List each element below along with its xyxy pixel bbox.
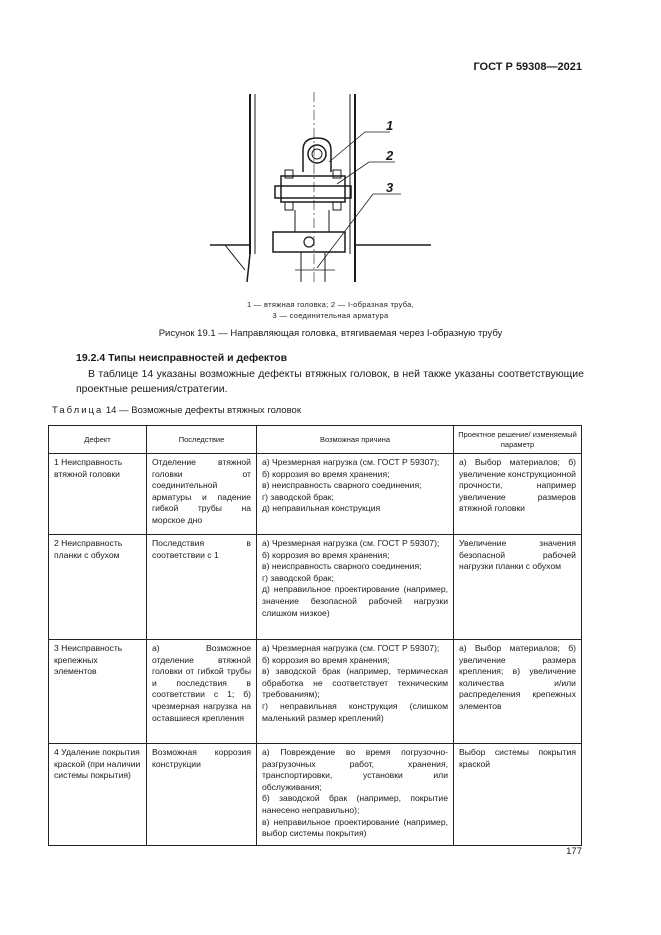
cause-line: б) коррозия во время хранения;: [262, 549, 390, 560]
table-row: [49, 454, 582, 535]
standard-header: ГОСТ Р 59308—2021: [473, 61, 582, 73]
cause-line: а) Повреждение во время погрузочно-разгрузочных работ, хранения, транспортировки, установки или обслуживания;: [262, 747, 448, 792]
cell-causes: [257, 640, 454, 744]
table-header-row: [49, 426, 582, 454]
cell-solution: а) Выбор материалов; б) увеличение конструкционной прочности, например увеличение размеров втяжной головки: [454, 454, 582, 535]
cause-line: б) коррозия во время хранения;: [262, 654, 390, 665]
table-caption: [52, 405, 301, 416]
cause-line: а) Чрезмерная нагрузка (см. ГОСТ Р 59307);: [262, 457, 440, 467]
cause-line: в) неисправность сварного соединения;: [262, 561, 422, 572]
cause-line: в) заводской брак (например, термическая обработка не соответствует техническим требованиям);: [262, 666, 448, 700]
cause-line: д) неправильное проектирование (например, значение безопасной рабочей нагрузки слишком низкое): [262, 584, 448, 618]
cell-causes: [257, 454, 454, 535]
cell-consequence: а) Возможное отделение втяжной головки от гибкой трубы и последствия в соответствии с 1; б) чрезмерная нагрузка на оставшиеся крепления: [147, 640, 257, 744]
cell-defect: 2 Неисправность планки с обухом: [49, 535, 147, 640]
callout-3: 3: [386, 180, 394, 195]
header-solution: Проектное решение/ изменяемый параметр: [454, 426, 582, 454]
cause-line: а) Чрезмерная нагрузка (см. ГОСТ Р 59307);: [262, 643, 440, 653]
defects-table: [48, 425, 582, 846]
table-row: [49, 535, 582, 640]
cell-causes: [257, 744, 454, 846]
cell-consequence: Возможная коррозия конструкции: [147, 744, 257, 846]
cell-defect: 1 Неисправность втяжной головки: [49, 454, 147, 535]
table-caption-text: 14 — Возможные дефекты втяжных головок: [103, 405, 301, 416]
cell-solution: Выбор системы покрытия краской: [454, 744, 582, 846]
section-heading: 19.2.4 Типы неисправностей и дефектов: [76, 352, 288, 364]
cause-line: а) Чрезмерная нагрузка (см. ГОСТ Р 59307);: [262, 538, 440, 548]
table-row: [49, 640, 582, 744]
cause-line: в) неправильное проектирование (например, выбор системы покрытия): [262, 816, 448, 839]
cause-line: в) неисправность сварного соединения;: [262, 480, 422, 491]
cause-line: б) заводской брак (например, покрытие нанесено неправильно);: [262, 793, 448, 815]
header-cause: Возможная причина: [257, 426, 454, 454]
cell-causes: [257, 535, 454, 640]
cell-defect: 3 Неисправность крепежных элементов: [49, 640, 147, 744]
cause-line: г) неправильная конструкция (слишком маленький размер креплений): [262, 700, 448, 723]
figure-legend-line-1: 1 — втяжная головка; 2 — I-образная труба,: [247, 300, 414, 309]
cell-consequence: Отделение втяжной головки от соединительной арматуры и падение гибкой трубы на морское дно: [147, 454, 257, 535]
cell-solution: Увеличение значения безопасной рабочей нагрузки планки с обухом: [454, 535, 582, 640]
callout-2: 2: [386, 148, 394, 163]
page-number: 177: [566, 846, 582, 857]
header-consequence: Последствие: [147, 426, 257, 454]
figure-caption: Рисунок 19.1 — Направляющая головка, втягиваемая через I-образную трубу: [158, 328, 503, 339]
cause-line: г) заводской брак;: [262, 491, 334, 502]
cell-defect: 4 Удаление покрытия краской (при наличии системы покрытия): [49, 744, 147, 846]
section-paragraph: В таблице 14 указаны возможные дефекты втяжных головок, в ней также указаны соответствующие проектные решения/стратегии.: [76, 368, 584, 395]
cause-line: д) неправильная конструкция: [262, 503, 381, 514]
callout-1: 1: [386, 118, 394, 133]
figure-legend-line-2: 3 — соединительная арматура: [272, 311, 389, 320]
cause-line: б) коррозия во время хранения;: [262, 468, 390, 479]
cause-line: г) заводской брак;: [262, 572, 334, 583]
header-defect: Дефект: [49, 426, 147, 454]
table-caption-prefix: Таблица: [52, 405, 104, 416]
cell-consequence: Последствия в соответствии с 1: [147, 535, 257, 640]
cell-solution: а) Выбор материалов; б) увеличение размера крепления; в) увеличение количества и/или распределения крепежных элементов: [454, 640, 582, 744]
drag-head-figure: [205, 92, 445, 292]
table-row: [49, 744, 582, 846]
